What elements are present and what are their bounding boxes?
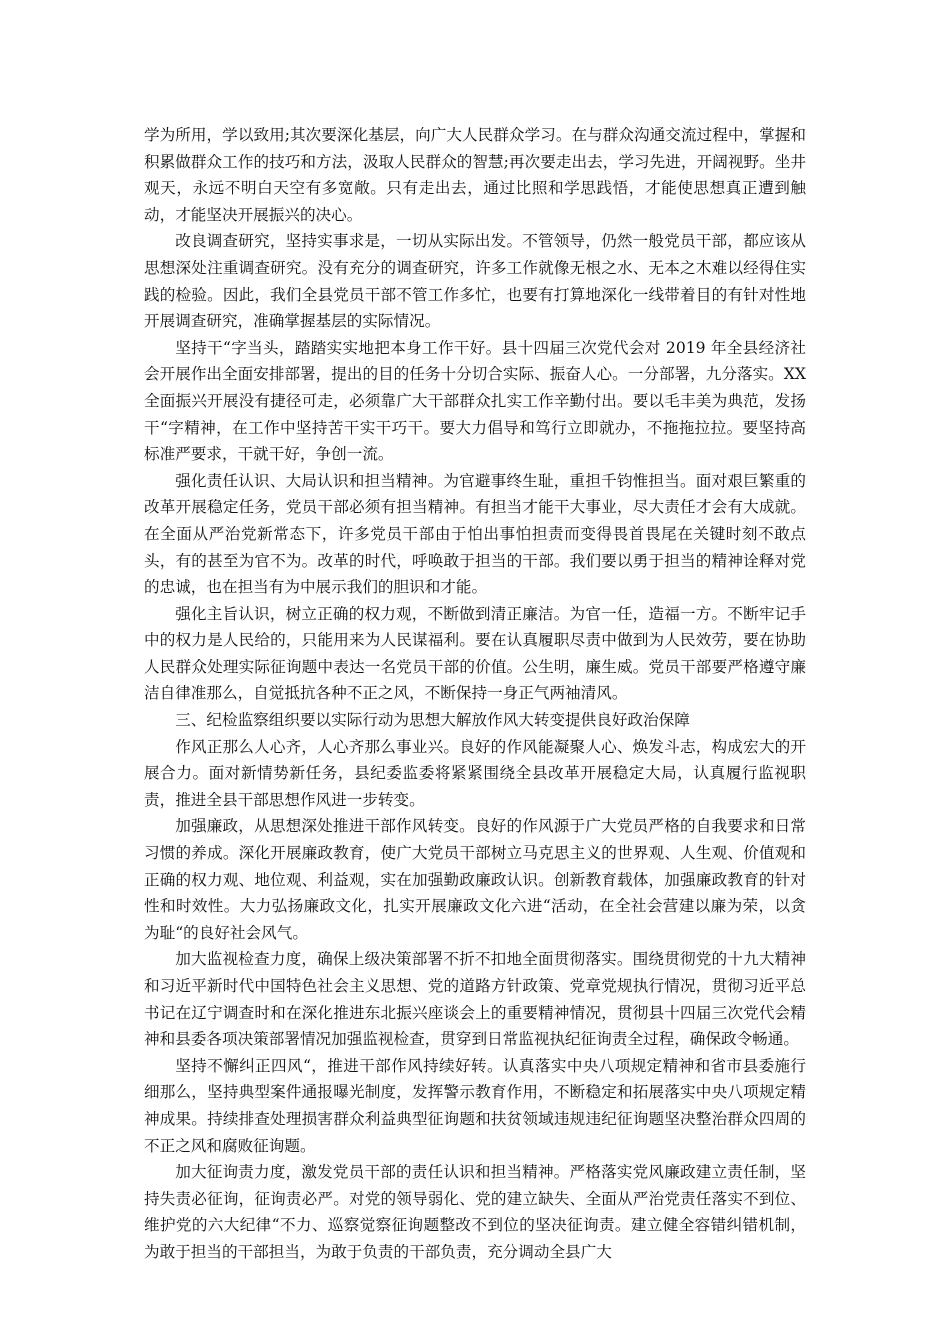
document-body: [144, 122, 806, 1266]
paragraph-7: 作风正那么人心齐，人心齐那么事业兴。良好的作风能凝聚人心、焕发斗志，构成宏大的开展合力。面对新情势新任务，县纪委监委将紧紧围绕全县改革开展稳定大局，认真履行监视职责，推进全县干部思想作风进一步转变。: [144, 737, 806, 809]
section-heading: 三、纪检监察组织要以实际行动为思想大解放作风大转变提供良好政治保障: [175, 711, 690, 730]
paragraph-2: 改良调查研究，坚持实事求是，一切从实际出发。不管领导，仍然一般党员干部，都应该从思想深处注重调查研究。没有充分的调查研究，许多工作就像无根之水、无本之木难以经得住实践的检验。因此，我们全县党员干部不管工作多忙，也要有打算地深化一线带着目的有针对性地开展调查研究，准确掌握基层的实际情况。: [144, 232, 806, 331]
paragraph-1: 学为所用，学以致用;其次要深化基层，向广大人民群众学习。在与群众沟通交流过程中，掌握和积累做群众工作的技巧和方法，汲取人民群众的智慧;再次要走出去，学习先进，开阔视野。坐井观天，永远不明白天空有多宽敞。只有走出去，通过比照和学思践悟，才能使思想真正遭到触动，才能坚决开展振兴的决心。: [144, 126, 806, 224]
paragraph-9: 加大监视检查力度，确保上级决策部署不折不扣地全面贯彻落实。围绕贯彻党的十九大精神和习近平新时代中国特色社会主义思想、党的道路方针政策、党章党规执行情况，贯彻习近平总书记在辽宁调查时和在深化推进东北振兴座谈会上的重要精神情况，贯彻县十四届三次党代会精神和县委各项决策部署情况加强监视检查，贯穿到日常监视执纪征询责全过程，确保政令畅通。: [144, 950, 806, 1049]
paragraph-3: 坚持干“字当头，踏踏实实地把本身工作干好。县十四届三次党代会对 2019 年全县经济社会开展作出全面安排部署，提出的目的任务十分切合实际、振奋人心。一分部署，九分落实。XX 全面振兴开展没有捷径可走，必须靠广大干部群众扎实工作辛勤付出。要以毛丰美为典范，发扬干“字精神，在工作中坚持苦干实干巧干。要大力倡导和笃行立即就办，不拖拖拉拉。要坚持高标准严要求，干就干好，争创一流。: [144, 338, 806, 464]
paragraph-10: 坚持不懈纠正四风“，推进干部作风持续好转。认真落实中央八项规定精神和省市县委施行细那么，坚持典型案件通报曝光制度，发挥警示教育作用，不断稳定和拓展落实中央八项规定精神成果。持续排查处理损害群众利益典型征询题和扶贫领域违规违纪征询题坚决整治群众四周的不正之风和腐败征询题。: [144, 1056, 806, 1155]
paragraph-11: 加大征询责力度，激发党员干部的责任认识和担当精神。严格落实党风廉政建立责任制，坚持失责必征询，征询责必严。对党的领导弱化、党的建立缺失、全面从严治党责任落实不到位、维护党的六大纪律“不力、巡察觉察征询题整改不到位的坚决征询责。建立健全容错纠错机制，为敢于担当的干部担当，为敢于负责的干部负责，充分调动全县广大: [144, 1163, 806, 1261]
paragraph-5: 强化主旨认识，树立正确的权力观，不断做到清正廉洁。为官一任，造福一方。不断牢记手中的权力是人民给的，只能用来为人民谋福利。要在认真履职尽责中做到为人民效劳，要在协助人民群众处理实际征询题中表达一名党员干部的价值。公生明，廉生威。党员干部要严格遵守廉洁自律准那么，自觉抵抗各种不正之风，不断保持一身正气两袖清风。: [144, 604, 806, 703]
paragraph-8: 加强廉政，从思想深处推进干部作风转变。良好的作风源于广大党员严格的自我要求和日常习惯的养成。深化开展廉政教育，使广大党员干部树立马克思主义的世界观、人生观、价值观和正确的权力观、地位观、利益观，实在加强勤政廉政认识。创新教育载体，加强廉政教育的针对性和时效性。大力弘扬廉政文化，扎实开展廉政文化六进“活动，在全社会营建以廉为荣，以贪为耻“的良好社会风气。: [144, 817, 806, 942]
paragraph-4: 强化责任认识、大局认识和担当精神。为官避事终生耻，重担千钧惟担当。面对艰巨繁重的改革开展稳定任务，党员干部必须有担当精神。有担当才能干大事业，尽大责任才会有大成就。在全面从严治党新常态下，许多党员干部由于怕出事怕担责而变得畏首畏尾在关键时刻不敢点头，有的甚至为官不为。改革的时代，呼唤敢于担当的干部。我们要以勇于担当的精神诠释对党的忠诚，也在担当有为中展示我们的胆识和才能。: [144, 471, 806, 597]
